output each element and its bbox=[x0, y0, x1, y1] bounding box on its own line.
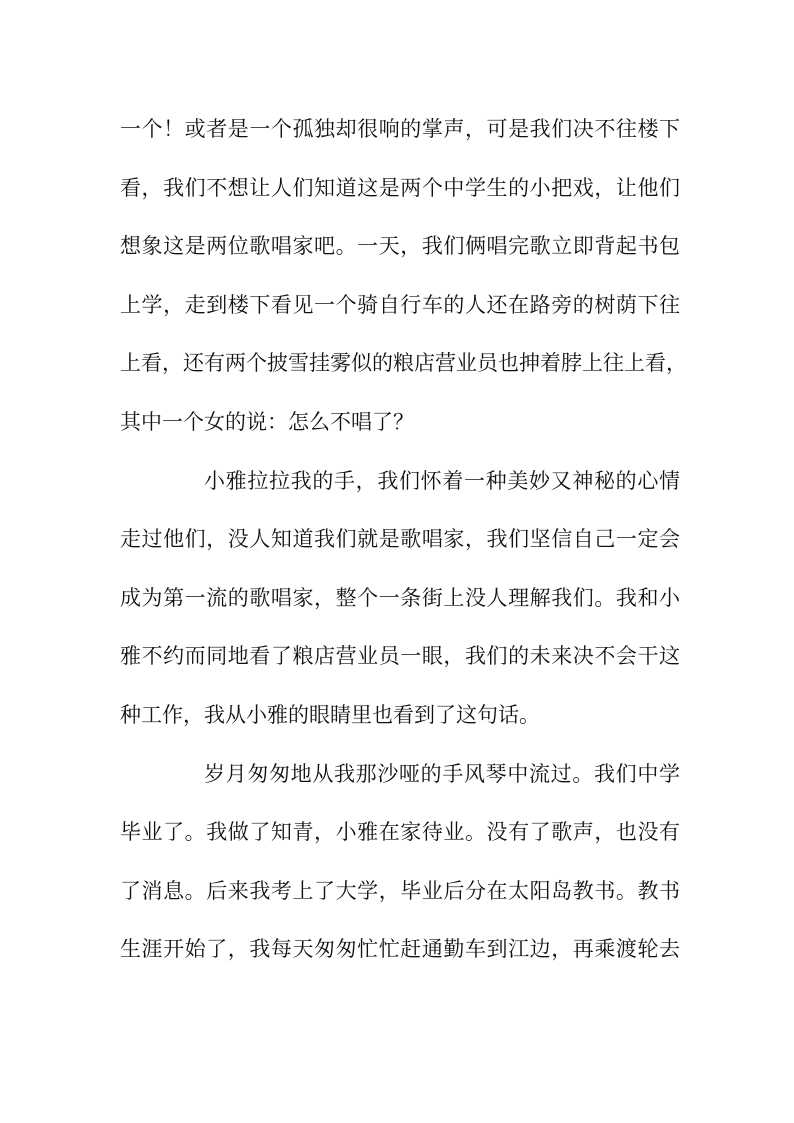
text-line: 了消息。后来我考上了大学，毕业后分在太阳岛教书。教书 bbox=[120, 878, 680, 903]
text-line: 走过他们，没人知道我们就是歌唱家，我们坚信自己一定会 bbox=[120, 527, 680, 552]
text-line: 生涯开始了，我每天匆匆忙忙赶通勤车到江边，再乘渡轮去 bbox=[120, 937, 680, 962]
text-line: 上看，还有两个披雪挂雾似的粮店营业员也抻着脖上往上看， bbox=[120, 351, 687, 376]
text-line: 成为第一流的歌唱家，整个一条街上没人理解我们。我和小 bbox=[120, 585, 680, 610]
text-line: 看，我们不想让人们知道这是两个中学生的小把戏，让他们 bbox=[120, 175, 680, 200]
text-line: 其中一个女的说：怎么不唱了？ bbox=[120, 409, 414, 434]
text-line: 上学，走到楼下看见一个骑自行车的人还在路旁的树荫下往 bbox=[120, 292, 680, 317]
text-line: 雅不约而同地看了粮店营业员一眼，我们的未来决不会干这 bbox=[120, 644, 680, 669]
paragraph-first-line: 岁月匆匆地从我那沙哑的手风琴中流过。我们中学 bbox=[204, 761, 680, 786]
text-line: 想象这是两位歌唱家吧。一天，我们俩唱完歌立即背起书包 bbox=[120, 234, 680, 259]
paragraph-first-line: 小雅拉拉我的手，我们怀着一种美妙又神秘的心情 bbox=[204, 468, 680, 493]
text-line: 毕业了。我做了知青，小雅在家待业。没有了歌声，也没有 bbox=[120, 820, 680, 845]
text-line: 一个！或者是一个孤独却很响的掌声，可是我们决不往楼下 bbox=[120, 117, 680, 141]
body-text bbox=[120, 100, 687, 979]
text-line: 种工作，我从小雅的眼睛里也看到了这句话。 bbox=[120, 702, 540, 727]
